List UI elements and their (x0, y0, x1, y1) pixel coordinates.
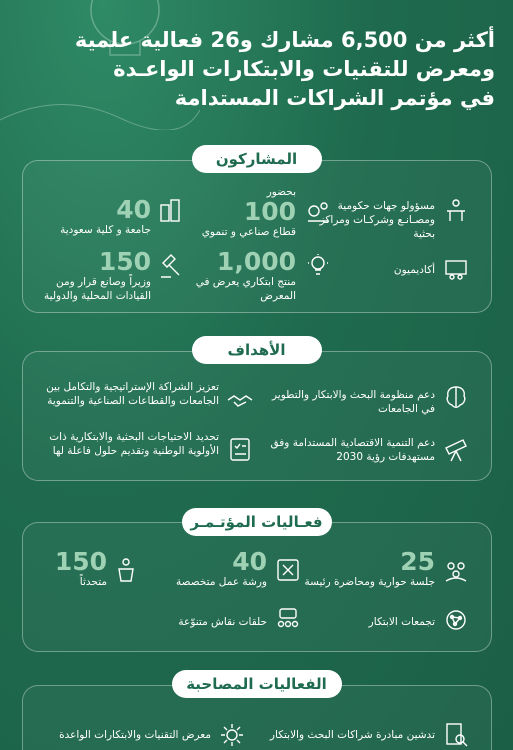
participants-officials: مسؤولو جهات حكومية ومصـانـع وشركـات ومراكز بحثية (319, 200, 435, 240)
headline-line-1: أكثر من 6,500 مشارك و26 فعالية علمية (74, 28, 495, 52)
document-search-icon (443, 722, 469, 748)
participants-academics: أكاديميون (393, 264, 435, 276)
goal-research-needs: تحديد الاحتياجات البحثية والابتكارية ذات الأولوية الوطنية وتقديم حلول فاعلة لها (49, 431, 219, 457)
side-event-tech-exhibition: معرض التقنيات والابتكارات الواعدة (59, 729, 211, 741)
handshake-icon (227, 388, 253, 414)
side-events-title: الفعاليات المصاحبة (172, 670, 342, 698)
podium-icon (113, 557, 139, 583)
goal-economic-development: دعم التنمية الاقتصادية المستدامة وفق مستهدفات رؤية 2030 (270, 437, 435, 463)
network-brain-icon (443, 607, 469, 633)
telescope-icon (443, 436, 469, 462)
side-event-initiative-launch: تدشين مبادرة شراكات البحث والابتكار (269, 729, 435, 741)
goals-panel (22, 351, 492, 481)
participants-innovations: 1,000 منتج ابتكاري يعرض في المعرض (195, 247, 296, 302)
events-panel (22, 522, 492, 652)
academics-board-icon (443, 257, 469, 283)
events-title: فعـاليات المؤتـمـر (182, 508, 332, 536)
events-discussion-rings: حلقات نقاش متنوّعة (178, 616, 267, 628)
participants-sectors: بحضور 100 قطاع صناعي و تنموي (201, 186, 296, 238)
goal-research-system: دعم منظومة البحث والابتكار والتطوير في الجامعات (272, 389, 435, 415)
events-speakers: 150 متحدثاً (54, 547, 107, 588)
headline (25, 26, 495, 113)
goals-title: الأهداف (192, 336, 322, 364)
workshop-tools-icon (275, 557, 301, 583)
buildings-icon (157, 197, 183, 223)
industry-gears-icon (305, 197, 331, 223)
checklist-icon (227, 436, 253, 462)
gavel-icon (157, 253, 183, 279)
brain-icon (443, 384, 469, 410)
participants-panel (22, 160, 492, 313)
events-workshops: 40 ورشة عمل متخصصة (176, 547, 267, 588)
headline-line-3: في مؤتمر الشراكات المستدامة (174, 86, 495, 110)
lightbulb-icon (305, 253, 331, 279)
goal-strategic-partnership: تعزيز الشراكة الإستراتيجية والتكامل بين الجامعات والقطاعات الصناعية والتنموية (46, 381, 219, 407)
presenter-icon (443, 197, 469, 223)
discussion-bubble-icon (275, 607, 301, 633)
discussion-group-icon (443, 557, 469, 583)
participants-ministers: 150 وزيراً وصانع قرار ومن القيادات المحلية والدولية (44, 247, 151, 302)
events-innovation-gatherings: تجمعات الابتكار (368, 616, 435, 628)
participants-universities: 40 جامعة و كلية سعودية (60, 195, 151, 236)
events-sessions: 25 جلسة حوارية ومحاضرة رئيسة (304, 547, 435, 588)
headline-line-2: ومعرض للتقنيات والابتكارات الواعـدة (113, 57, 495, 81)
participants-title: المشاركون (192, 145, 322, 173)
tech-gear-icon (219, 722, 245, 748)
